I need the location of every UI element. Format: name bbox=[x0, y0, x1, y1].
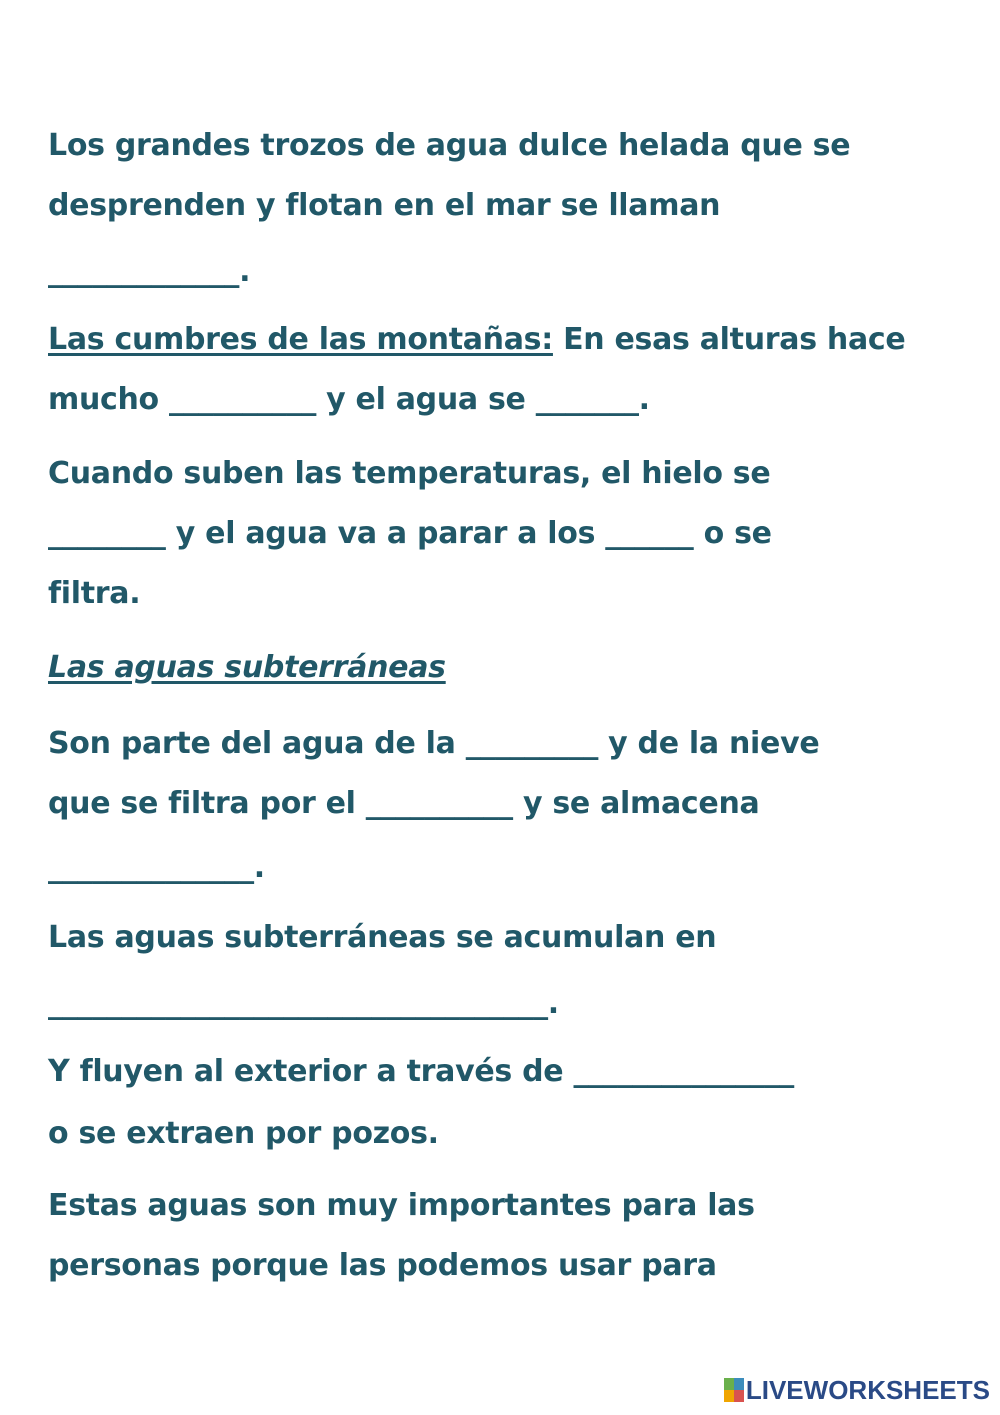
sentence-line[interactable]: que se filtra por el __________ y se almacena bbox=[48, 786, 760, 821]
sentence-line: personas porque las podemos usar para bbox=[48, 1248, 717, 1283]
sentence-line bbox=[48, 320, 905, 360]
answer-blank-line[interactable]: _____________. bbox=[48, 254, 251, 289]
sentence-line: Estas aguas son muy importantes para las bbox=[48, 1188, 755, 1223]
section-heading: Las aguas subterráneas bbox=[48, 650, 446, 685]
sentence-line[interactable]: Y fluyen al exterior a través de _______________ bbox=[48, 1054, 794, 1089]
logo-text: LIVEWORKSHEETS bbox=[745, 1374, 990, 1405]
sentence-line: Los grandes trozos de agua dulce helada que se bbox=[48, 128, 851, 163]
sentence-line: filtra. bbox=[48, 576, 141, 611]
sentence-line: o se extraen por pozos. bbox=[48, 1116, 439, 1151]
sentence-text: En esas alturas hace bbox=[552, 322, 906, 357]
sentence-line: Las aguas subterráneas se acumulan en bbox=[48, 920, 717, 955]
sentence-line: desprenden y flotan en el mar se llaman bbox=[48, 188, 721, 223]
answer-blank-line[interactable]: ______________. bbox=[48, 850, 265, 885]
section-label: Las cumbres de las montañas: bbox=[48, 322, 553, 357]
liveworksheets-logo-icon bbox=[724, 1378, 744, 1402]
answer-blank-line[interactable]: __________________________________. bbox=[48, 986, 559, 1021]
sentence-line: Cuando suben las temperaturas, el hielo se bbox=[48, 456, 771, 491]
sentence-line[interactable]: ________ y el agua va a parar a los ______ o se bbox=[48, 516, 772, 551]
sentence-line[interactable]: Son parte del agua de la _________ y de la nieve bbox=[48, 726, 820, 761]
sentence-line[interactable]: mucho __________ y el agua se _______. bbox=[48, 382, 650, 417]
liveworksheets-logo bbox=[724, 1375, 990, 1405]
